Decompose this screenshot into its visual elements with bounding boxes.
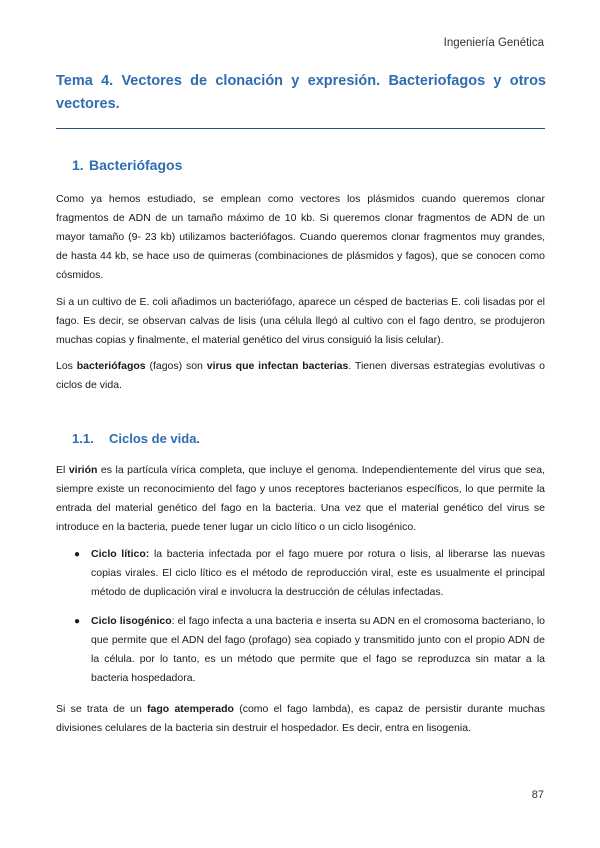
running-header: Ingeniería Genética	[443, 37, 544, 49]
subsection-heading-ciclos	[72, 431, 200, 446]
text-run: es la partícula vírica completa, que incluye el genoma. Independientemente del virus que sea, siempre existe un reconocimiento del fago y unos receptores bacterianos específicos, lo que permite la entrada del material genético del fago en la bacteria. Una vez que el material genético del virus se introduce en la bacteria, puede tener lugar un ciclo lítico o un ciclo lisogénico.	[56, 464, 546, 533]
section-number: 1.	[72, 157, 84, 173]
paragraph-bacteriofagos-definition	[56, 357, 545, 395]
bold-term-ciclo-litico: Ciclo lítico:	[91, 548, 150, 560]
paragraph-lisis: Si a un cultivo de E. coli añadimos un bacteriófago, aparece un césped de bacterias E. coli lisadas por el fago. Es decir, se observan calvas de lisis (una célula llegó al cultivo con el fago dentro, se produjeron muchas copias y finalmente, el material genético del virus consiguió la lisis celular).	[56, 296, 545, 346]
paragraph-intro: Como ya hemos estudiado, se emplean como vectores los plásmidos cuando queremos clonar fragmentos de ADN de un tamaño máximo de 10 kb. Si queremos clonar fragmentos de ADN de un mayor tamaño (9- 23 kb) utilizamos bacteriófagos. Cuando queremos clonar fragmentos muy grandes, de hasta 44 kb, se hace uso de quimeras (combinaciones de plásmidos y fagos), que se conocen como cósmidos.	[56, 193, 545, 281]
text-run: Si se trata de un	[56, 703, 148, 715]
section-title: Bacteriófagos	[89, 157, 183, 173]
bold-term-ciclo-lisogenico: Ciclo lisogénico	[91, 615, 172, 627]
list-item-ciclo-litico	[74, 545, 546, 602]
bullet-dot-icon: ●	[74, 616, 81, 627]
list-item-ciclo-lisogenico	[74, 612, 545, 688]
subsection-number: 1.1.	[72, 431, 94, 446]
list-item-text: : el fago infecta a una bacteria e inserta su ADN en el cromosoma bacteriano, lo que permite que el ADN del fago (profago) sea copiado y transmitido junto con el propio ADN de la célula. por lo tanto, es un método que permite que el fago se reproduzca sin matar a la bacteria hospedadora.	[91, 615, 545, 684]
bold-term-virus: virus que infectan bacterias	[206, 360, 349, 372]
chapter-title: Tema 4. Vectores de clonación y expresión. Bacteriofagos y otros vectores.	[56, 73, 546, 112]
section-heading-bacteriofagos	[72, 157, 182, 173]
paragraph-virion	[56, 461, 545, 537]
page-number: 87	[531, 789, 544, 801]
list-item-text: la bacteria infectada por el fago muere por rotura o lisis, al liberarse las nuevas copias virales. El ciclo lítico es el método de reproducción viral, este es usualmente el principal método de duplicación viral e involucra la destrucción de células infectadas.	[91, 548, 546, 598]
bullet-dot-icon: ●	[74, 549, 81, 560]
bold-term-virion: virión	[68, 464, 98, 476]
bold-term-bacteriofagos: bacteriófagos	[76, 360, 146, 372]
subsection-title: Ciclos de vida.	[109, 431, 201, 446]
title-divider	[56, 128, 545, 129]
text-run: Los	[56, 360, 77, 372]
text-run: (fagos) son	[145, 360, 207, 372]
paragraph-fago-atemperado	[56, 700, 545, 738]
text-run: . Tienen diversas estrategias evolutivas o ciclos de vida.	[56, 360, 545, 391]
text-run: (como el fago lambda), es capaz de persistir durante muchas divisiones celulares de la bacteria sin destruir el hospedador. Es decir, entra en lisogenia.	[56, 703, 545, 734]
text-run: El	[56, 464, 69, 476]
bold-term-fago-atemperado: fago atemperado	[147, 703, 234, 715]
